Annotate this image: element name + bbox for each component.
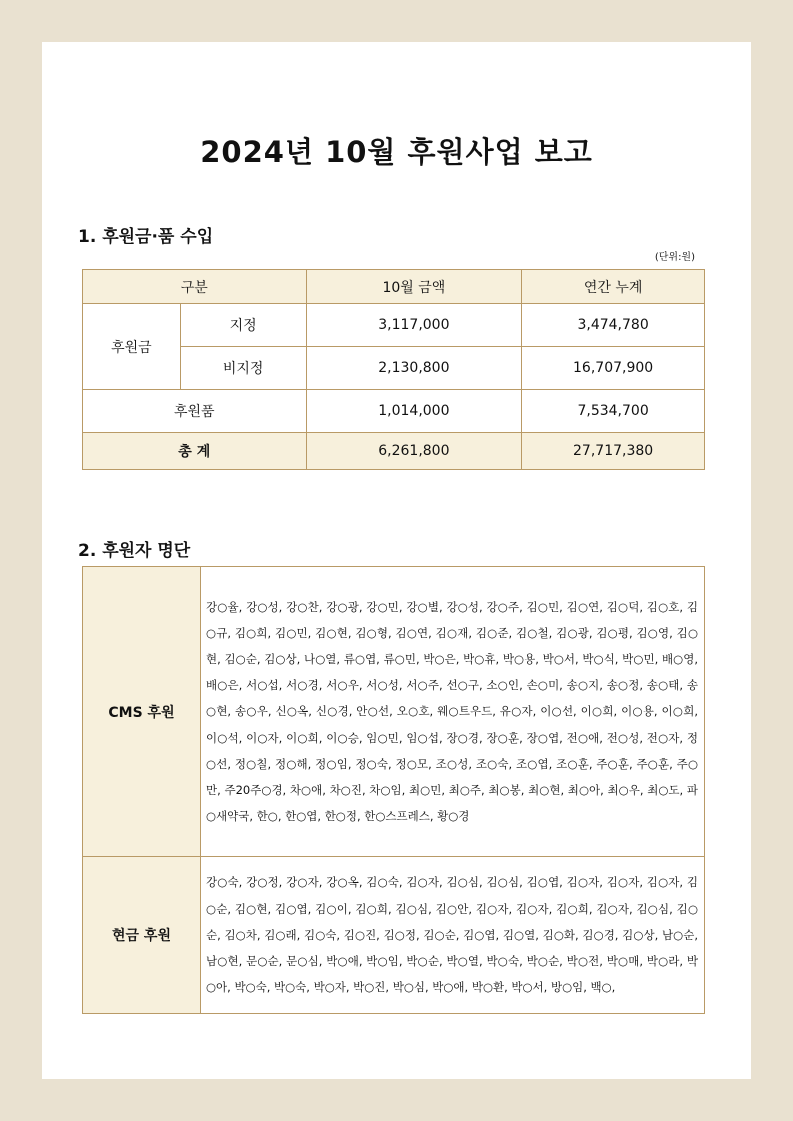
designated-annual-value: 3,474,780 xyxy=(522,304,705,347)
undesignated-month-value: 2,130,800 xyxy=(306,347,522,390)
document-page xyxy=(42,42,751,1079)
designated-month-value: 3,117,000 xyxy=(306,304,522,347)
cms-donor-names: 강○율, 강○성, 강○찬, 강○광, 강○민, 강○별, 강○성, 강○주, 김○민, 김○연, 김○덕, 김○호, 김○규, 김○희, 김○민, 김○현, 김○형, 김○연, 김○재, 김○준, 김○철, 김○광, 김○평, 김○영, 김○현, 김○순, 김○상, 나○열, 류○엽, 류○민, 박○은, 박○휴, 박○용, 박○서, 박○식, 박○민, 배○영, 배○은, 서○섭, 서○경, 서○우, 서○성, 서○주, 선○구, 소○인, 손○미, 송○지, 송○정, 송○태, 송○현, 송○우, 신○옥, 신○경, 안○선, 오○호, 웨○트우드, 유○자, 이○선, 이○희, 이○용, 이○희, 이○석, 이○자, 이○희, 이○승, 임○민, 임○섭, 장○경, 장○훈, 장○엽, 전○애, 전○성, 전○자, 정○선, 정○칠, 정○해, 정○임, 정○숙, 정○모, 조○성, 조○숙, 조○엽, 조○훈, 주○훈, 주○훈, 주○만, 주20주○경, 차○애, 차○진, 차○임, 최○민, 최○주, 최○봉, 최○현, 최○아, 최○우, 최○도, 파○새약국, 한○, 한○엽, 한○정, 한○스프레스, 황○경 xyxy=(201,567,705,857)
header-month-amount: 10월 금액 xyxy=(306,270,522,304)
goods-month-value: 1,014,000 xyxy=(306,390,522,433)
donor-row-cash xyxy=(83,857,705,1014)
section-donor-list-heading: 2. 후원자 명단 xyxy=(78,541,191,561)
total-month-value: 6,261,800 xyxy=(306,433,522,470)
donation-group-label: 후원금 xyxy=(83,304,181,390)
row-label-total: 총 계 xyxy=(83,433,307,470)
donor-list-table xyxy=(82,566,705,1014)
cash-donor-names: 강○숙, 강○정, 강○자, 강○옥, 김○숙, 김○자, 김○심, 김○심, 김○엽, 김○자, 김○자, 김○자, 김○순, 김○현, 김○엽, 김○이, 김○희, 김○심, 김○안, 김○자, 김○자, 김○희, 김○자, 김○심, 김○순, 김○차, 김○래, 김○숙, 김○진, 김○정, 김○순, 김○엽, 김○열, 김○화, 김○경, 김○상, 남○순, 남○현, 문○순, 문○심, 박○애, 박○임, 박○순, 박○열, 박○숙, 박○순, 박○전, 박○매, 박○라, 박○아, 박○숙, 박○숙, 박○자, 박○진, 박○심, 박○애, 박○환, 박○서, 방○임, 백○, xyxy=(201,857,705,1014)
table-header-row xyxy=(83,270,705,304)
unit-label: (단위:원) xyxy=(654,252,695,263)
total-annual-value: 27,717,380 xyxy=(522,433,705,470)
undesignated-annual-value: 16,707,900 xyxy=(522,347,705,390)
table-row xyxy=(83,304,705,347)
table-row xyxy=(83,390,705,433)
row-label-goods: 후원품 xyxy=(83,390,307,433)
cash-donation-label: 현금 후원 xyxy=(83,857,201,1014)
header-category: 구분 xyxy=(83,270,307,304)
table-total-row xyxy=(83,433,705,470)
donor-row-cms xyxy=(83,567,705,857)
donation-income-table xyxy=(82,269,705,470)
header-annual-total: 연간 누계 xyxy=(522,270,705,304)
cms-donation-label: CMS 후원 xyxy=(83,567,201,857)
section-donation-income-heading: 1. 후원금·품 수입 xyxy=(78,227,214,247)
row-label-undesignated: 비지정 xyxy=(180,347,306,390)
report-title: 2024년 10월 후원사업 보고 xyxy=(200,135,593,169)
row-label-designated: 지정 xyxy=(180,304,306,347)
goods-annual-value: 7,534,700 xyxy=(522,390,705,433)
